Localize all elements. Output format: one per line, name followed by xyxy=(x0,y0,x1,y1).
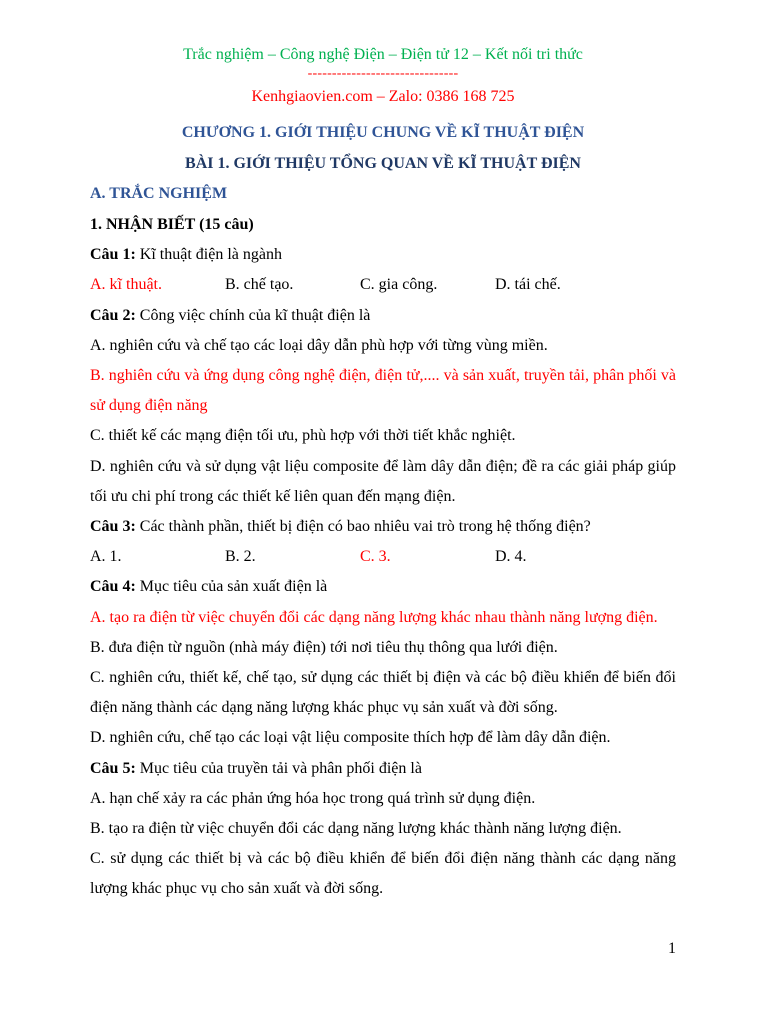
option-a: A. tạo ra điện từ việc chuyển đổi các dạng năng lượng khác nhau thành năng lượng điện. xyxy=(90,608,658,626)
question-2 xyxy=(90,301,676,331)
option-a: A. 1. xyxy=(90,548,122,566)
question-4 xyxy=(90,572,676,602)
option-d: D. tái chế. xyxy=(495,276,561,294)
question-label: Câu 1: xyxy=(90,246,136,264)
option-b: B. tạo ra điện từ việc chuyển đổi các dạng năng lượng khác thành năng lượng điện. xyxy=(90,820,622,838)
level-heading: 1. NHẬN BIẾT (15 câu) xyxy=(90,216,254,233)
option-c: C. gia công. xyxy=(360,276,438,294)
option-c: C. 3. xyxy=(360,548,391,566)
question-text: Công việc chính của kĩ thuật điện là xyxy=(135,306,371,324)
question-list xyxy=(90,210,676,905)
question-label: Câu 2: xyxy=(90,306,136,324)
question-text: Mục tiêu của sản xuất điện là xyxy=(135,578,328,596)
question-1 xyxy=(90,240,676,270)
option-a: A. nghiên cứu và chế tạo các loại dây dẫn phù hợp với từng vùng miền. xyxy=(90,336,548,354)
option-c: C. thiết kế các mạng điện tối ưu, phù hợp với thời tiết khắc nghiệt. xyxy=(90,427,516,445)
option-a: A. hạn chế xảy ra các phản ứng hóa học trong quá trình sử dụng điện. xyxy=(90,789,536,807)
question-label: Câu 4: xyxy=(90,578,136,596)
question-3 xyxy=(90,512,676,542)
question-5 xyxy=(90,754,676,784)
option-d: D. 4. xyxy=(495,548,527,566)
question-text: Mục tiêu của truyền tải và phân phối điện là xyxy=(135,759,422,777)
header-divider: ------------------------------- xyxy=(307,66,459,81)
option-c: C. sử dụng các thiết bị và các bộ điều khiển để biến đổi điện năng thành các dạng năng lượng khác phục vụ cho sản xuất và đời sống. xyxy=(90,850,676,898)
question-label: Câu 3: xyxy=(90,518,136,536)
header-contact: Kenhgiaovien.com – Zalo: 0386 168 725 xyxy=(251,88,515,105)
question-1-options xyxy=(90,270,676,300)
option-c: C. nghiên cứu, thiết kế, chế tạo, sử dụng các thiết bị điện và các bộ điều khiển để biến đổi điện năng thành các dạng năng lượng khác phục vụ sản xuất và đời sống. xyxy=(90,669,676,717)
option-b: B. 2. xyxy=(225,548,256,566)
lesson-title: BÀI 1. GIỚI THIỆU TỔNG QUAN VỀ KĨ THUẬT ĐIỆN xyxy=(185,155,581,172)
section-title: A. TRẮC NGHIỆM xyxy=(90,185,228,202)
question-text: Các thành phần, thiết bị điện có bao nhiêu vai trò trong hệ thống điện? xyxy=(135,518,591,536)
chapter-title: CHƯƠNG 1. GIỚI THIỆU CHUNG VỀ KĨ THUẬT ĐIỆN xyxy=(181,124,585,141)
option-d: D. nghiên cứu, chế tạo các loại vật liệu composite thích hợp để làm dây dẫn điện. xyxy=(90,729,611,747)
option-d: D. nghiên cứu và sử dụng vật liệu composite để làm dây dẫn điện; đề ra các giải pháp giúp tối ưu chi phí trong các thiết kế liên quan đến mạng điện. xyxy=(90,457,676,505)
option-b: B. chế tạo. xyxy=(225,276,294,294)
page-number: 1 xyxy=(668,940,676,957)
question-text: Kĩ thuật điện là ngành xyxy=(135,246,282,264)
option-b: B. nghiên cứu và ứng dụng công nghệ điện, điện tử,.... và sản xuất, truyền tải, phân phối và sử dụng điện năng xyxy=(90,367,676,415)
question-3-options xyxy=(90,542,676,572)
header-title: Trắc nghiệm – Công nghệ Điện – Điện tử 12 – Kết nối tri thức xyxy=(183,46,583,63)
question-label: Câu 5: xyxy=(90,759,136,777)
option-a: A. kĩ thuật. xyxy=(90,276,162,294)
option-b: B. đưa điện từ nguồn (nhà máy điện) tới nơi tiêu thụ thông qua lưới điện. xyxy=(90,638,558,656)
